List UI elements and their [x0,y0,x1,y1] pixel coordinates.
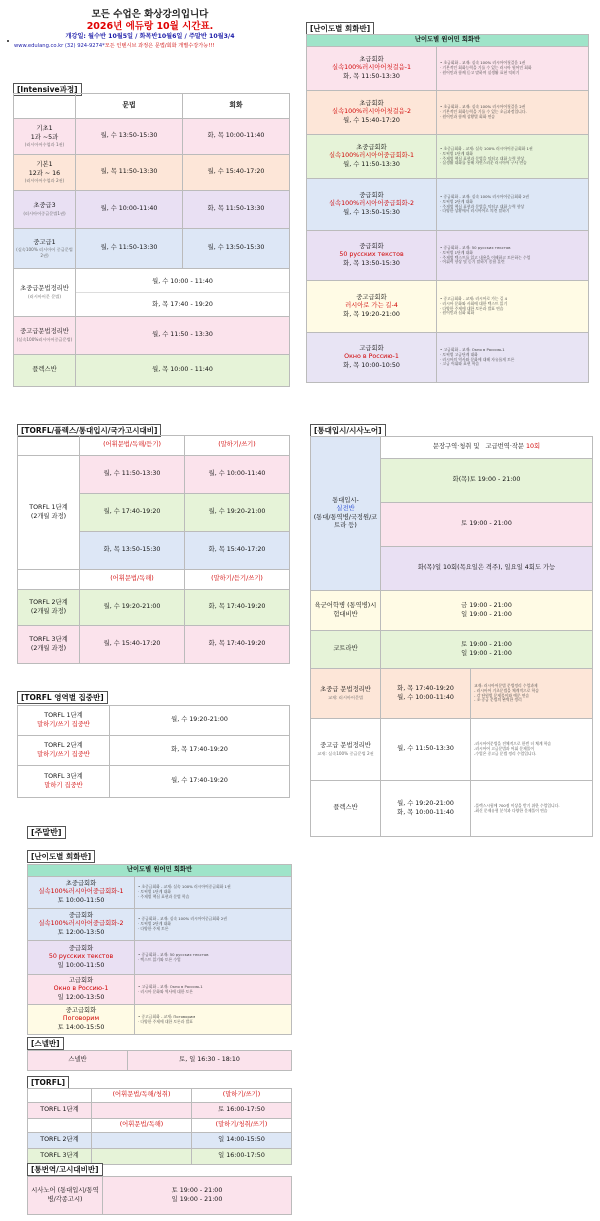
course-time: 월, 수 10:00-11:40 [397,693,454,701]
table-row [307,281,589,333]
course-book: 실속100%러시아어중급회화-1 [38,888,124,896]
table-row [18,766,290,798]
course-time: 일 19:00 - 21:00 [171,1195,223,1203]
table-row [18,706,290,736]
course-time: 토 19:00 - 21:00 [171,1187,223,1194]
table-row [18,570,290,590]
empty-cell [92,1103,192,1119]
section-torfl-area: [TORFL 영역별 집중반] [17,691,108,704]
weekend-conv-table [27,864,292,1035]
course-time: 월, 수 19:20-21:00 [80,590,185,626]
course-time: 일 14:00-15:50 [192,1133,292,1149]
grammar-time: 월, 수 10:00-11:40 [76,191,183,229]
course-title: 통대입시- [332,496,359,504]
course-desc: • 초급회화 - 교재: 실속 100% 러시아어첫걸음 2권 · 기본적인 회화능력을 기를 수 있는 초급과정입니다. · 원어민과 함께 상황별 회화 연습 [437,91,589,135]
course-title: 중고급 문법정리반 [320,742,371,750]
course-book: 실속100%러시아어중급회화-2 [38,920,124,928]
course-title: 초중급회화 [65,879,97,887]
table-row [14,269,290,317]
course-time: 월, 수 19:20-21:00 [110,706,290,736]
course-times [103,1177,292,1215]
table-row [311,437,593,459]
table-row [14,229,290,269]
grammar-time: 월, 수 13:50-15:30 [76,119,183,155]
course-time: 화, 목 10:00-11:40 [397,808,454,816]
table-row [28,1177,292,1215]
course-name [311,719,381,781]
course-note: (실속100% 러시아어 중급문법2권) [16,247,73,258]
course-title: TORFL 3단계 [29,636,68,643]
course-time: 월, 수 10:00-11:40 [185,456,290,494]
course-time: 화(목)일 10회(목요일은 격주), 일요일 4회도 가능 [381,547,593,591]
course-title: TORFL 2단계 [29,599,68,606]
head-b: 고급번역·작문 [485,443,524,451]
interp-head [381,437,593,459]
course-time: 화, 목 17:40-19:20 [110,736,290,766]
table-row [28,909,292,941]
table-row [14,119,290,155]
course-note: (러시아어수업과 2권) [24,178,65,184]
course-time: 월, 수 19:20-21:00 [397,800,454,807]
course-desc: 교재: 러시아어문법 문법정리 수업과제 - 러시아어 기초문법을 체계적으로 학습 - 각 단원별 문제풀이와 예문 연습 - 초·중급 문법의 완벽한 정리 [471,669,593,719]
course-time: 금 19:00 - 21:00 [461,602,512,609]
course-title: TORFL 2단계 [28,1133,92,1149]
course-time: 토 19:00 - 21:00 [461,641,512,648]
col-head: (말하기/쓰기) [192,1089,292,1103]
course-time: 월, 수 15:40-17:20 [343,116,400,124]
course-time: 일 12:00-13:50 [57,993,105,1001]
table-row [311,781,593,837]
course-time: 월, 수 11:50-13:30 [80,456,185,494]
weekend-torfl-table [27,1088,292,1165]
course-desc: • 중고급회화 - 교재: 러시아로 가는 길 4 · 러시아 문화와 사회에 대한 텍스트 읽기 · 다양한 주제에 대한 토론과 발표 연습 · 원어민과 심화 회화 [437,281,589,333]
course-name [14,191,76,229]
course-sub: (2개월 과정) [30,644,67,652]
course-note: 교재: 러시아어문법 [327,694,364,700]
table-row [28,975,292,1005]
course-sub: (2개월 과정) [30,512,67,520]
course-name [18,456,80,570]
course-note: (러시아어중급문법1권) [23,210,66,216]
course-book: 50 русских текстов [339,251,404,259]
grammar-time: 월, 수 11:50-13:30 [76,229,183,269]
table-row [14,355,290,387]
course-range: 12과 ~ 16 [28,169,61,177]
level-conv-table [306,34,589,383]
course-time: 화, 목 19:20-21:00 [343,310,400,318]
course-title: 시사노어 (통대입시/통역병/각종고시) [28,1177,103,1215]
course-title: 초급회화 [359,99,384,107]
course-time: 일 10:00-11:50 [57,961,105,969]
table-row [307,231,589,281]
course-title: TORFL 3단계 [44,773,83,780]
table-row [307,47,589,91]
table-row [28,1089,292,1103]
course-name [18,736,110,766]
course-cell [28,909,135,941]
course-desc: -러시아어문법을 전체적으로 한번 더 체계 학습 -러시아어 고급문법과 어휘 문제풀이 -수업은 중고급 문법 정리 수업입니다. [471,719,593,781]
empty-cell [92,1133,192,1149]
col-head: (말하기/듣기/쓰기) [185,570,290,590]
table-row [311,591,593,631]
weekend-interp-table [27,1176,292,1215]
section-interp: [통대입시/시사노어] [310,424,386,437]
course-cell [307,281,437,333]
course-desc: • 중급회화 - 교재: 50 русских текстов · 토픽별 1단계 대화 · 주제별 텍스트를 읽고 내용을 이해하고 토론하는 수업 · 어휘력 향상 및 듣기 말하기 종합 훈련 [437,231,589,281]
weekend-band: 난이도별 원어민 회화반 [28,865,292,877]
table-row [28,1005,292,1035]
course-name [18,590,80,626]
conv-time: 월, 수 13:50-15:30 [183,229,290,269]
table-row [311,719,593,781]
table-row [18,736,290,766]
section-intensive: [Intensive과정] [13,83,82,96]
course-title: 초중급문법정리반 [20,285,69,293]
course-title: TORFL 3단계 [28,1149,92,1165]
course-desc: • 중급회화 - 교재: 실속 100% 러시아어중급회화 2권 · 토픽별 2단계 대화 · 다양한 주제 토론 [135,909,292,941]
course-time: 화, 목 13:50-15:30 [80,532,185,570]
table-row [311,631,593,669]
course-time: 일 19:00 - 21:00 [461,649,512,657]
course-time: 화, 목 17:40 - 19:20 [152,300,213,308]
course-desc: • 초급회화 - 교재: 실속 100% 러시아어첫걸음 1권 · 기본적인 회화능력을 기를 수 있는 러시아 원어민 회화 · 원어민과 함께 듣고 말하며 실생활 표현 익히기 [437,47,589,91]
table-row [307,135,589,179]
grammar-time: 월, 목 11:50-13:30 [76,155,183,191]
course-desc: • 중고급회화 - 교재: Поговорим · 다양한 주제에 대한 토론과 발표 [135,1005,292,1035]
head-c: 10회 [526,443,541,451]
course-title: 초중급 문법정리반 [320,686,371,694]
col-head: (어휘문법/독해) [80,570,185,590]
course-desc: • 초중급회화 - 교재: 실속 100% 러시아어중급회화 1권 · 토픽별 1단계 대화 · 주제별 핵심 표현과 문법을 익히고 대화 능력 향상 · 실생활 대화를 통해 자연스러운 러시아어 구사 연습 [437,135,589,179]
course-time: 토 19:00 - 21:00 [381,503,593,547]
course-cell [28,877,135,909]
course-time: 화, 목 17:40-19:20 [185,626,290,664]
course-book: Поговорим [62,1015,100,1023]
contact-note: 모든 인텐시브 과정은 문법/회화 개별수강가능!!! [104,43,215,49]
table-row [28,1119,292,1133]
table-row [311,669,593,719]
table-row [28,1051,292,1071]
course-time: 화, 목 13:50-15:30 [343,259,400,267]
course-time: 월, 수 11:50-13:30 [343,160,400,168]
course-sub: 말하기/쓰기 집중반 [37,750,90,758]
section-weekend: [주말반] [27,826,66,839]
torfl-area-table [17,705,290,798]
col-grammar: 문법 [76,94,183,119]
course-title: TORFL 1단계 [29,504,68,511]
course-time: 월, 수 10:00 - 11:40 [76,270,289,293]
course-name [18,706,110,736]
course-note: (러시아어문 문법) [28,293,61,299]
course-name [14,269,76,317]
course-title: 고급회화 [359,344,384,352]
course-title: 중고급1 [33,238,56,246]
course-cell [307,91,437,135]
interp-table [310,436,593,837]
course-title: 중고급회화 [356,293,387,301]
course-time: 화, 목 10:00-10:50 [343,361,400,369]
conv-time: 화, 목 11:50-13:30 [183,191,290,229]
course-sub: 말하기 집중반 [44,781,83,789]
table-row [28,877,292,909]
section-weekend-conv: [난이도별 회화반] [27,850,95,863]
col-head: (어휘문법/독해) [92,1119,192,1133]
course-name [14,229,76,269]
section-level-conv: [난이도별 회화반] [306,22,374,35]
conv-time: 월, 수 15:40-17:20 [183,155,290,191]
table-row [14,317,290,355]
course-cell [307,179,437,231]
course-sub: 말하기/쓰기 집중반 [37,720,90,728]
course-time: 화, 목 17:40-19:20 [397,685,454,692]
course-name [18,626,80,664]
table-row [14,155,290,191]
course-time: 토 10:00-11:50 [57,896,105,904]
table-row [307,179,589,231]
course-name [14,119,76,155]
course-time: 화, 목 15:40-17:20 [185,532,290,570]
header-start-dates: 개강일: 월수반 10월5일 / 화목반10월6일 / 주말반 10월3/4 [65,33,235,40]
course-time: 화, 목 17:40-19:20 [185,590,290,626]
course-book: 실속100%러시아어중급회화-2 [328,200,415,208]
course-note: (통대/통역병/국정원/코트라 등) [313,513,378,529]
course-title: 중고급회화 [65,1006,97,1014]
section-snell: [스넬반] [27,1037,64,1050]
course-time: 월, 수 19:20-21:00 [185,494,290,532]
course-sub: 실전반 [336,505,355,512]
course-cell [28,941,135,975]
course-name [311,669,381,719]
course-time: 화(목)토 19:00 - 21:00 [381,459,593,503]
table-row [28,941,292,975]
contact-info: www.edulang.co.kr (32) 924-9274* [14,43,105,49]
course-title: TORFL 2단계 [44,742,83,749]
course-title: 기본1 [36,161,53,169]
col-head: (어휘문법/독해/청취) [92,1089,192,1103]
course-name [14,317,76,355]
course-title: TORFL 1단계 [28,1103,92,1119]
course-title: 고급회화 [68,976,94,984]
course-sub: (2개월 과정) [30,607,67,615]
table-row [28,1133,292,1149]
course-cell [307,231,437,281]
torfl-table [17,435,290,664]
empty-cell [18,436,80,456]
course-book: 실속100%러시아어첫걸음-1 [331,64,412,72]
course-title: 초중급3 [33,202,56,210]
snell-table [27,1050,292,1071]
course-title: 코트라반 [311,631,381,669]
course-desc: • 중급회화 - 교재: 실속 100% 러시아어중급회화 2권 · 토픽별 2단계 대화 · 주제별 핵심 표현과 문법을 익히고 대화 능력 향상 · 다양한 상황에서 러시아어로 의견 말하기 [437,179,589,231]
course-book: 실속100%러시아어중급회화-1 [328,152,415,160]
conv-time: 화, 목 10:00-11:40 [183,119,290,155]
empty-cell [18,570,80,590]
course-time: 토 14:00-15:50 [57,1023,105,1031]
table-row [18,626,290,664]
course-time: 토 16:00-17:50 [192,1103,292,1119]
intensive-corner [14,94,76,119]
section-weekend-torfl: [TORFL] [27,1076,69,1089]
course-title: 스넬반 [28,1051,128,1071]
head-a: 문장구역·청취 및 [432,443,480,451]
course-times [381,591,593,631]
course-title: 초중급회화 [356,143,387,151]
col-head: (말하기/청취/쓰기) [192,1119,292,1133]
col-head: (어휘문법/독해/듣기) [80,436,185,456]
course-time: 일 16:00-17:50 [192,1149,292,1165]
table-row [307,333,589,383]
empty-cell [92,1149,192,1165]
course-cell [307,135,437,179]
section-weekend-interp: [통번역/고시대비반] [27,1163,103,1176]
empty-cell [28,1089,92,1103]
course-title: 플렉스반 [14,355,76,387]
course-times [76,269,290,317]
course-title: 초급회화 [359,55,384,63]
table-row [18,456,290,494]
course-book: Окно в Россию-1 [344,353,399,361]
course-time: 월, 수 17:40-19:20 [110,766,290,798]
course-title: 기초1 [36,125,53,133]
course-time: 월, 수 17:40-19:20 [80,494,185,532]
course-cell [28,1005,135,1035]
header-title: 2026년 에듀랑 10월 시간표. [86,21,214,32]
course-time: 화, 목 11:50-13:30 [343,72,400,80]
course-time: 월, 목 10:00 - 11:40 [76,355,290,387]
course-title: 중급회화 [359,242,384,250]
course-note: (러시아어수업과 1권) [24,142,65,148]
col-conv: 회화 [183,94,290,119]
header-line1: 모든 수업은 화상강의입니다 [91,9,209,20]
course-range: 1과 ~5과 [30,133,59,141]
course-cell [307,47,437,91]
intensive-table [13,93,290,387]
course-name [311,437,381,591]
course-title: 육군어학병 (통역병)시험대비반 [311,591,381,631]
course-desc: -플렉스시험에 700점 이상을 받기 위한 수업입니다. -최신 문제유형 분석과 다양한 문제풀이 연습 [471,781,593,837]
course-title: 중고급문법정리반 [20,328,69,336]
level-conv-band: 난이도별 원어민 회화반 [307,35,589,47]
course-time: 토 12:00-13:50 [57,928,105,936]
course-name [14,155,76,191]
course-desc: • 고급회화 - 교재: Окно в Россию-1 · 러시아 문화와 역사에 대한 토론 [135,975,292,1005]
section-torfl: [TORFL/플렉스/통대입시/국가고시대비] [17,424,161,437]
bullet-dot [7,40,9,42]
table-row [18,436,290,456]
course-book: 실속100%러시아어첫걸음-2 [331,108,412,116]
table-row [18,590,290,626]
course-desc: • 초중급회화 - 교재: 실속 100% 러시아어중급회화 1권 · 토픽별 1단계 대화 · 주제별 핵심 표현과 문법 학습 [135,877,292,909]
course-times [381,631,593,669]
table-row [14,191,290,229]
course-book: Окно в Россию-1 [53,985,109,993]
course-book: 50 русских текстов [48,953,114,961]
course-time: 월, 수 11:50-13:30 [381,719,471,781]
course-note: (실속100%러시아어중급문법) [16,336,73,342]
course-desc: • 중급회화 - 교재: 50 русских текстов · 텍스트 읽기와 토론 수업 [135,941,292,975]
course-book: 러시아로 가는 길-4 [345,302,398,310]
course-cell [28,975,135,1005]
course-times [381,669,471,719]
course-name [18,766,110,798]
course-title: 플렉스반 [311,781,381,837]
course-times [381,781,471,837]
col-head: (말하기/쓰기) [185,436,290,456]
course-time: 월, 수 11:50 - 13:30 [76,317,290,355]
course-time: 일 19:00 - 21:00 [461,610,512,618]
course-time: 월, 수 15:40-17:20 [80,626,185,664]
course-time: 월, 수 13:50-15:30 [343,208,400,216]
table-row [28,1103,292,1119]
empty-cell [28,1119,92,1133]
course-title: 중급회화 [68,911,94,919]
course-cell [307,333,437,383]
course-title: TORFL 1단계 [44,712,83,719]
course-title: 중급회화 [359,191,384,199]
course-desc: • 고급회화 - 교재: Окно в Россию-1 · 토픽별 고급단계 대화 · 러시아의 역사와 문화에 대해 자유롭게 토론 · 고급 어휘와 표현 학습 [437,333,589,383]
course-note: 교재: 실속100% 중급문법 2권 [317,750,374,756]
course-time: 토, 일 16:30 - 18:10 [128,1051,292,1071]
header-contact [14,42,215,49]
course-title: 중급회화 [68,944,94,952]
table-row [307,91,589,135]
